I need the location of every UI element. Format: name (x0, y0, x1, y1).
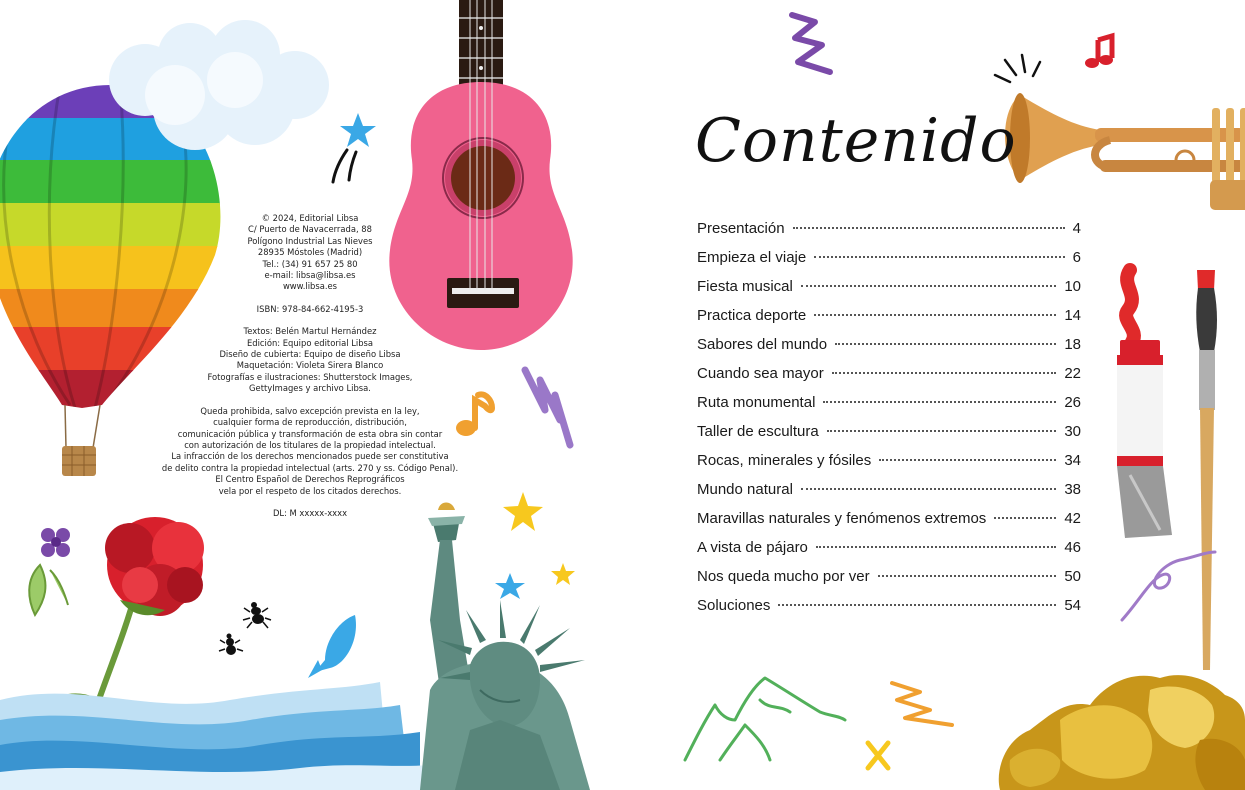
toc-entry-page: 34 (1064, 452, 1081, 469)
toc-entry-page: 10 (1064, 278, 1081, 295)
toc-entry-title: Mundo natural (697, 481, 793, 498)
toc-entry-title: Sabores del mundo (697, 336, 828, 353)
toc-entry[interactable] (697, 394, 1081, 423)
toc-entry[interactable] (697, 423, 1081, 452)
toc-entry-page: 26 (1064, 394, 1081, 411)
toc-entry[interactable] (697, 307, 1081, 336)
colophon-line: C/ Puerto de Navacerrada, 88 (248, 224, 372, 235)
dot-leader (823, 401, 1056, 403)
toc-entry-title: Practica deporte (697, 307, 807, 324)
statue-of-liberty-icon (420, 503, 590, 790)
dot-leader (814, 256, 1064, 258)
sparkle-doodle-icon (868, 743, 888, 768)
toc-entry-title: A vista de pájaro (697, 539, 808, 556)
toc-entry-page: 6 (1072, 249, 1081, 266)
dot-leader (801, 488, 1056, 490)
toc-entry[interactable] (697, 481, 1081, 510)
dot-leader (827, 430, 1057, 432)
mountains-doodle-icon (685, 678, 845, 760)
toc-entry[interactable] (697, 568, 1081, 597)
toc-entry[interactable] (697, 452, 1081, 481)
paint-tube-icon (1117, 270, 1172, 538)
toc-entry[interactable] (697, 539, 1081, 568)
colophon-line: Edición: Equipo editorial Libsa (246, 337, 374, 348)
star-icon (503, 492, 543, 531)
fish-icon (308, 615, 356, 678)
toc-entry-title: Empieza el viaje (697, 249, 807, 266)
toc-entry[interactable] (697, 220, 1081, 249)
toc-entry-title: Fiesta musical (697, 278, 793, 295)
contents-title: Contenido (695, 106, 1017, 176)
toc-entry[interactable] (697, 597, 1081, 626)
colophon-line: Polígono Industrial Las Nieves (247, 235, 373, 246)
toc-entry-page: 54 (1064, 597, 1081, 614)
toc-entry-title: Taller de escultura (697, 423, 819, 440)
toc-entry-title: Soluciones (697, 597, 771, 614)
dot-leader (814, 314, 1056, 316)
colophon-line: www.libsa.es (282, 281, 338, 292)
toc-entry-title: Presentación (697, 220, 785, 237)
legal-line: con autorización de los titulares de la propiedad intelectual. (184, 439, 436, 450)
toc-entry[interactable] (697, 365, 1081, 394)
table-of-contents (697, 220, 1081, 626)
toc-entry[interactable] (697, 249, 1081, 278)
leaf-icon (29, 565, 68, 615)
toc-entry-title: Ruta monumental (697, 394, 816, 411)
zigzag-doodle-icon (892, 683, 952, 725)
colophon-line: GettyImages y archivo Libsa. (249, 383, 371, 394)
colophon-line: Fotografías e ilustraciones: Shutterstock Images, (207, 371, 413, 382)
dot-leader (778, 604, 1056, 606)
sound-lines-icon (995, 55, 1040, 82)
zigzag-doodle-icon (525, 370, 570, 445)
toc-entry-title: Rocas, minerales y fósiles (697, 452, 872, 469)
toc-entry-page: 4 (1072, 220, 1081, 237)
toc-entry-title: Nos queda mucho por ver (697, 568, 870, 585)
legal-line: de delito contra la propiedad intelectual (arts. 270 y ss. Código Penal). (161, 462, 459, 473)
star-icon (551, 563, 575, 585)
paintbrush-icon (1196, 270, 1217, 670)
dot-leader (801, 285, 1056, 287)
colophon-line: e-mail: libsa@libsa.es (264, 270, 356, 281)
ant-icon (243, 602, 271, 628)
colophon (150, 213, 470, 519)
toc-entry[interactable] (697, 336, 1081, 365)
legal-line: cualquier forma de reproducción, distribución, (213, 417, 407, 428)
music-note-icon (1085, 36, 1113, 68)
gold-nuggets-icon (999, 675, 1245, 790)
zigzag-doodle-icon (792, 15, 830, 72)
legal-line: La infracción de los derechos mencionados puede ser constitutiva (171, 451, 449, 462)
legal-deposit: DL: M xxxxx-xxxx (272, 507, 348, 518)
toc-entry-page: 22 (1064, 365, 1081, 382)
toc-entry-page: 38 (1064, 481, 1081, 498)
toc-entry[interactable] (697, 278, 1081, 307)
colophon-line: © 2024, Editorial Libsa (261, 213, 359, 223)
toc-entry-page: 18 (1064, 336, 1081, 353)
colophon-line: 28935 Móstoles (Madrid) (257, 247, 363, 258)
toc-entry-title: Cuando sea mayor (697, 365, 824, 382)
toc-entry-title: Maravillas naturales y fenómenos extremos (697, 510, 987, 527)
toc-entry-page: 50 (1064, 568, 1081, 585)
toc-entry-page: 30 (1064, 423, 1081, 440)
ant-icon (219, 634, 243, 656)
colophon-line: Textos: Belén Martul Hernández (243, 326, 377, 337)
toc-entry-page: 14 (1064, 307, 1081, 324)
legal-line: vela por el respeto de los citados derechos. (218, 485, 402, 496)
legal-line: Queda prohibida, salvo excepción prevista en la ley, (200, 405, 420, 416)
water-waves (0, 682, 430, 790)
toc-entry-page: 42 (1064, 510, 1081, 527)
dot-leader (835, 343, 1056, 345)
dot-leader (878, 575, 1057, 577)
flower-icon (41, 528, 70, 557)
dot-leader (816, 546, 1056, 548)
colophon-line: Tel.: (34) 91 657 25 80 (262, 258, 358, 269)
shooting-star-icon (333, 113, 376, 182)
isbn: ISBN: 978-84-662-4195-3 (256, 303, 364, 314)
legal-line: comunicación pública y transformación de esta obra sin contar (177, 428, 443, 439)
legal-line: El Centro Español de Derechos Reprográficos (215, 474, 405, 485)
trumpet-icon (1005, 93, 1245, 210)
toc-entry[interactable] (697, 510, 1081, 539)
toc-entry-page: 46 (1064, 539, 1081, 556)
colophon-line: Diseño de cubierta: Equipo de diseño Libsa (219, 349, 401, 360)
dot-leader (793, 227, 1065, 229)
swirl-doodle-icon (1122, 552, 1215, 620)
dot-leader (994, 517, 1056, 519)
dot-leader (879, 459, 1056, 461)
colophon-line: Maquetación: Violeta Sirera Blanco (236, 360, 384, 371)
dot-leader (832, 372, 1057, 374)
star-icon (495, 573, 525, 599)
